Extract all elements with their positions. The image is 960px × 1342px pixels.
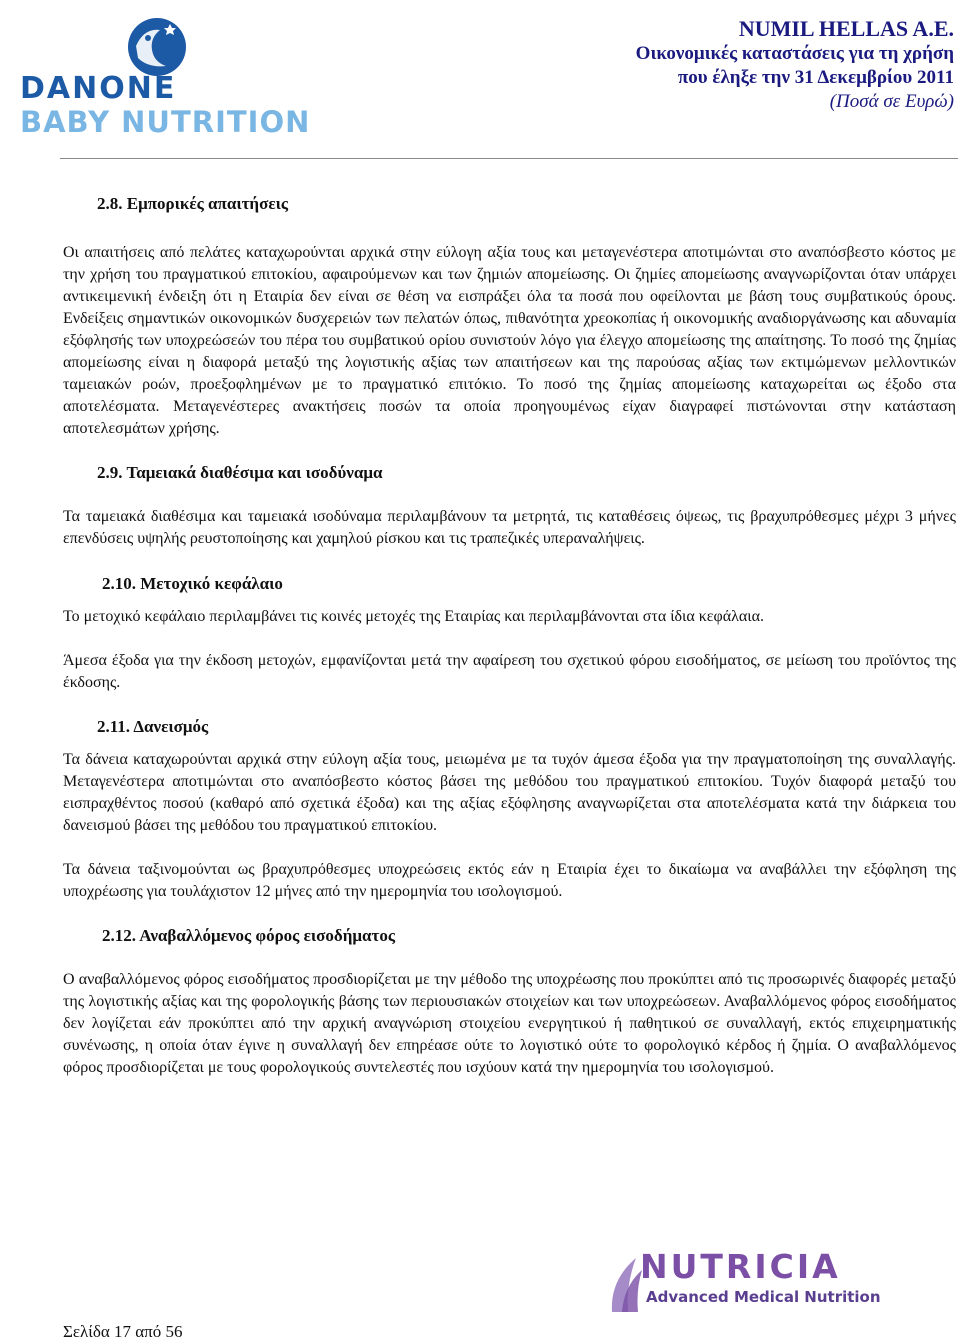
- page-number: Σελίδα 17 από 56: [63, 1322, 183, 1341]
- statement-title: Οικονομικές καταστάσεις για τη χρήση: [635, 43, 954, 64]
- section-heading-2-8: 2.8. Εμπορικές απαιτήσεις: [97, 194, 289, 213]
- document-header: [636, 16, 954, 114]
- globe-icon: [126, 16, 188, 78]
- section-2-9-paragraph: Τα ταμειακά διαθέσιμα και ταμειακά ισοδύναμα περιλαμβάνουν τα μετρητά, τις καταθέσεις όψεως, τις βραχυπρόθεσμες μέχρι 3 μήνες επενδύσεις υψηλής ρευστοποίησης και χαμηλού ρίσκου και τις τραπεζικές υπεραναλήψεις.: [63, 508, 956, 547]
- header-divider: [60, 158, 958, 159]
- nutricia-tagline: Advanced Medical Nutrition: [646, 1288, 881, 1306]
- section-2-8-paragraph: Οι απαιτήσεις από πελάτες καταχωρούνται αρχικά στην εύλογη αξία τους και μεταγενέστερα αποτιμώνται στο αναπόσβεστο κόστος με την χρήση του πραγματικού επιτοκίου, αφαιρούμενων και των ζημιών απομείωσης. Οι ζημίες απομείωσης αναγνωρίζονται όταν υπάρχει αντικειμενική ένδειξη ότι η Εταιρία δεν είναι σε θέση να εισπράξει όλα τα ποσά που οφείλονται με βάση τους συμβατικούς όρους. Ενδείξεις σημαντικών οικονομικών δυσχερειών των πελατών όπως, πιθανότητα χρεοκοπίας ή οικονομικής αναδιοργάνωσης και αδυναμία εξόφλησής των υποχρεώσεών του πέρα του συμβατικού ορίου συνιστούν λόγο για έλεγχο απομείωσης της απαίτησης. Το ποσό της ζημίας απομείωσης είναι η διαφορά μεταξύ της λογιστικής αξίας των απαιτήσεων και της παρούσας αξίας των εκτιμώμενων μελλοντικών ταμειακών ροών, προεξοφλημένων με το πραγματικό επιτόκιο. Το ποσό της ζημίας απομείωσης καταχωρείται ως έξοδο στα αποτελέσματα. Μεταγενέστερες ανακτήσεις ποσών τα οποία προηγουμένως είχαν διαγραφεί πιστώνονται στην κατάσταση αποτελεσμάτων χρήσης.: [63, 244, 956, 437]
- section-2-10-paragraph-1: Το μετοχικό κεφάλαιο περιλαμβάνει τις κοινές μετοχές της Εταιρίας και περιλαμβάνονται στα ίδια κεφάλαια.: [63, 608, 764, 625]
- section-heading-2-10: 2.10. Μετοχικό κεφάλαιο: [102, 574, 283, 593]
- currency-note: (Ποσά σε Ευρώ): [829, 91, 954, 112]
- section-heading-2-9: 2.9. Ταμειακά διαθέσιμα και ισοδύναμα: [97, 463, 383, 482]
- nutricia-wordmark: NUTRICIA: [640, 1247, 841, 1286]
- company-name: NUMIL HELLAS A.E.: [738, 16, 954, 41]
- section-2-10-paragraph-2: Άμεσα έξοδα για την έκδοση μετοχών, εμφανίζονται μετά την αφαίρεση του σχετικού φόρου εισοδήματος, σε μείωση του προϊόντος της έκδοσης.: [63, 652, 956, 691]
- document-body: [63, 193, 956, 1079]
- section-2-12-paragraph: Ο αναβαλλόμενος φόρος εισοδήματος προσδιορίζεται με την μέθοδο της υποχρέωσης που προκύπτει από τις προσωρινές διαφορές μεταξύ της λογιστικής αξίας και της φορολογικής βάσης των περιουσιακών στοιχείων και των υποχρεώσεων. Αναβαλλόμενος φόρος εισοδήματος δεν λογίζεται εάν προκύπτει από την αρχική αναγνώριση στοιχείου ενεργητικού ή παθητικού σε συναλλαγή, εκτός επιχειρηματικής συνένωσης, η οποία όταν έγινε η συναλλαγή δεν επηρέασε ούτε το λογιστικό ούτε το φορολογικό κέρδος ή ζημία. Ο αναβαλλόμενος φόρος προσδιορίζεται με τους φορολογικούς συντελεστές που ισχύουν κατά την ημερομηνία του ισολογισμού.: [63, 971, 956, 1076]
- baby-nutrition-wordmark: BABY NUTRITION: [20, 105, 311, 139]
- danone-wordmark: DANONE: [20, 71, 177, 106]
- section-heading-2-11: 2.11. Δανεισμός: [97, 717, 209, 736]
- section-2-11-paragraph-2: Τα δάνεια ταξινομούνται ως βραχυπρόθεσμες υποχρεώσεις εκτός εάν η Εταιρία έχει το δικαίωμα να αναβάλλει την εξόφληση της υποχρέωσης για τουλάχιστον 12 μήνες από την ημερομηνία του ισολογισμού.: [63, 861, 956, 900]
- statement-period: που έληξε την 31 Δεκεμβρίου 2011: [677, 67, 954, 88]
- section-2-11-paragraph-1: Τα δάνεια καταχωρούνται αρχικά στην εύλογη αξία τους, μειωμένα με τα τυχόν άμεσα έξοδα για την πραγματοποίηση της συναλλαγής. Μεταγενέστερα αποτιμώνται στο αναπόσβεστο κόστος βάσει της μεθόδου του πραγματικού επιτοκίου. Τυχόν διαφορά μεταξύ του εισπραχθέντος ποσού (καθαρό από σχετικά έξοδα) και της αξίας εξόφλησης αναγνωρίζεται στα αποτελέσματα κατά την διάρκεια του δανεισμού βάσει της μεθόδου του πραγματικού επιτοκίου.: [63, 751, 956, 834]
- section-heading-2-12: 2.12. Αναβαλλόμενος φόρος εισοδήματος: [102, 926, 395, 945]
